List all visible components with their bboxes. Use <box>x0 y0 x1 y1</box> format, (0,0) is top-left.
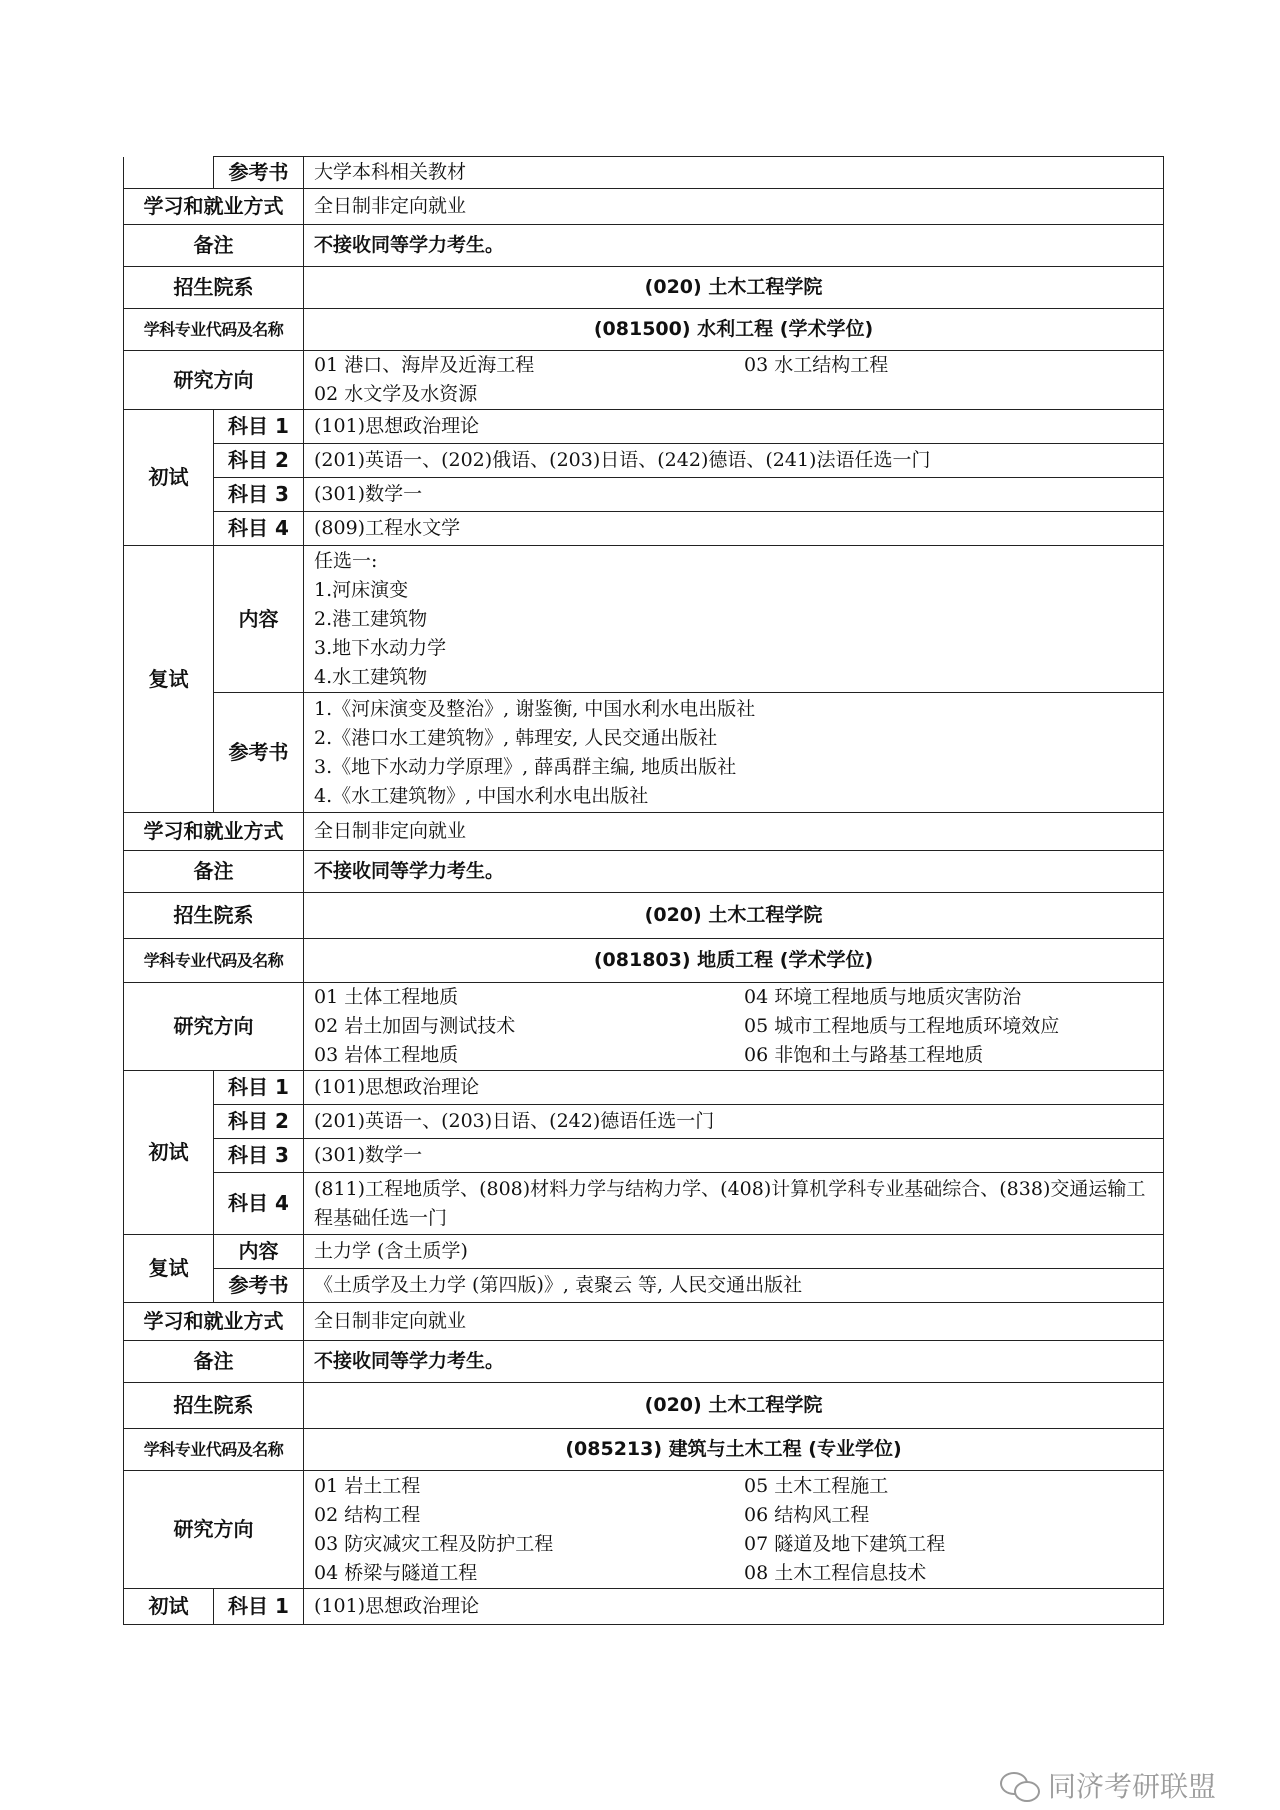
study-mode-value: 全日制非定向就业 <box>304 813 1164 851</box>
ref-book-label: 参考书 <box>214 1269 304 1303</box>
subject3-label: 科目 3 <box>214 478 304 512</box>
direction-item <box>744 380 1153 409</box>
table-row <box>124 693 1164 813</box>
table-row <box>124 1071 1164 1105</box>
direction-item: 01 岩土工程 <box>314 1474 421 1497</box>
watermark-text: 同济考研联盟 <box>1048 1770 1217 1803</box>
study-mode-value: 全日制非定向就业 <box>304 189 1164 225</box>
subject3-value: (301)数学一 <box>304 478 1164 512</box>
table-row <box>124 189 1164 225</box>
direction-item: 04 环境工程地质与地质灾害防治 <box>744 986 1022 1008</box>
direction-item: 01 港口、海岸及近海工程 <box>314 354 535 376</box>
ref-book-label: 参考书 <box>214 693 304 813</box>
table-row <box>124 1139 1164 1173</box>
book-line: 3.《地下水动力学原理》, 薛禹群主编, 地质出版社 <box>314 755 737 778</box>
table-row <box>124 939 1164 983</box>
table-row <box>124 1105 1164 1139</box>
table-row <box>124 813 1164 851</box>
retest-content: 土力学 (含土质学) <box>304 1235 1164 1269</box>
direction-list <box>304 351 1164 410</box>
remark-value: 不接收同等学力考生。 <box>304 851 1164 893</box>
department-value: (020) 土木工程学院 <box>304 267 1164 309</box>
subject2-value: (201)英语一、(203)日语、(242)德语任选一门 <box>304 1105 1164 1139</box>
direction-item: 08 土木工程信息技术 <box>744 1561 927 1584</box>
retest-label: 复试 <box>124 546 214 813</box>
direction-item: 04 桥梁与隧道工程 <box>314 1561 478 1584</box>
subject1-label: 科目 1 <box>214 1589 304 1625</box>
department-label: 招生院系 <box>124 267 304 309</box>
table-row <box>124 1589 1164 1625</box>
subject4-value: (811)工程地质学、(808)材料力学与结构力学、(408)计算机学科专业基础综合、(838)交通运输工程基础任选一门 <box>304 1173 1164 1235</box>
table-row <box>124 478 1164 512</box>
major-value: (081803) 地质工程 (学术学位) <box>304 939 1164 983</box>
content-line: 4.水工建筑物 <box>314 665 428 688</box>
direction-item: 02 结构工程 <box>314 1503 421 1526</box>
table-row <box>124 983 1164 1071</box>
content-label: 内容 <box>214 1235 304 1269</box>
direction-list <box>304 1471 1164 1589</box>
major-value: (085213) 建筑与土木工程 (专业学位) <box>304 1429 1164 1471</box>
subject1-value: (101)思想政治理论 <box>304 410 1164 444</box>
subject4-label: 科目 4 <box>214 1173 304 1235</box>
direction-item: 06 结构风工程 <box>744 1503 870 1526</box>
major-code-label: 学科专业代码及名称 <box>124 1429 304 1471</box>
major-value: (081500) 水利工程 (学术学位) <box>304 309 1164 351</box>
content-line: 3.地下水动力学 <box>314 636 447 659</box>
remark-value: 不接收同等学力考生。 <box>304 225 1164 267</box>
subject3-label: 科目 3 <box>214 1139 304 1173</box>
remark-label: 备注 <box>124 1341 304 1383</box>
wechat-icon <box>1000 1770 1040 1800</box>
direction-item: 01 土体工程地质 <box>314 986 459 1008</box>
table-row <box>124 1235 1164 1269</box>
retest-book: 《土质学及土力学 (第四版)》, 袁聚云 等, 人民交通出版社 <box>304 1269 1164 1303</box>
table-row <box>124 1471 1164 1589</box>
direction-label: 研究方向 <box>124 983 304 1071</box>
content-line: 2.港工建筑物 <box>314 607 428 630</box>
subject1-value: (101)思想政治理论 <box>304 1071 1164 1105</box>
content-label: 内容 <box>214 546 304 693</box>
direction-label: 研究方向 <box>124 1471 304 1589</box>
direction-item: 02 岩土加固与测试技术 <box>314 1015 516 1037</box>
direction-item: 02 水文学及水资源 <box>314 383 478 405</box>
department-label: 招生院系 <box>124 1383 304 1429</box>
table-row <box>124 410 1164 444</box>
table-row <box>124 893 1164 939</box>
table-row <box>124 851 1164 893</box>
table-row <box>124 157 1164 189</box>
retest-books <box>304 693 1164 813</box>
table-row <box>124 512 1164 546</box>
subject2-value: (201)英语一、(202)俄语、(203)日语、(242)德语、(241)法语任选一门 <box>304 444 1164 478</box>
table-row <box>124 1303 1164 1341</box>
direction-item: 03 岩体工程地质 <box>314 1044 459 1066</box>
table-row <box>124 1269 1164 1303</box>
subject1-label: 科目 1 <box>214 410 304 444</box>
major-code-label: 学科专业代码及名称 <box>124 309 304 351</box>
prelim-label: 初试 <box>124 1071 214 1235</box>
subject2-label: 科目 2 <box>214 444 304 478</box>
study-mode-label: 学习和就业方式 <box>124 813 304 851</box>
book-line: 1.《河床演变及整治》, 谢鉴衡, 中国水利水电出版社 <box>314 697 756 720</box>
ref-book-value: 大学本科相关教材 <box>304 157 1164 189</box>
direction-list <box>304 983 1164 1071</box>
direction-item: 06 非饱和土与路基工程地质 <box>744 1044 984 1066</box>
table-row <box>124 546 1164 693</box>
table-row <box>124 1383 1164 1429</box>
department-value: (020) 土木工程学院 <box>304 893 1164 939</box>
remark-label: 备注 <box>124 851 304 893</box>
table-row <box>124 1429 1164 1471</box>
retest-label: 复试 <box>124 1235 214 1303</box>
content-line: 1.河床演变 <box>314 578 409 601</box>
major-code-label: 学科专业代码及名称 <box>124 939 304 983</box>
subject1-label: 科目 1 <box>214 1071 304 1105</box>
remark-value: 不接收同等学力考生。 <box>304 1341 1164 1383</box>
remark-label: 备注 <box>124 225 304 267</box>
study-mode-label: 学习和就业方式 <box>124 189 304 225</box>
subject4-label: 科目 4 <box>214 512 304 546</box>
direction-item: 05 城市工程地质与工程地质环境效应 <box>744 1015 1060 1037</box>
study-mode-label: 学习和就业方式 <box>124 1303 304 1341</box>
prelim-label: 初试 <box>124 1589 214 1625</box>
subject1-value: (101)思想政治理论 <box>304 1589 1164 1625</box>
table-row <box>124 225 1164 267</box>
department-value: (020) 土木工程学院 <box>304 1383 1164 1429</box>
direction-item: 03 防灾减灾工程及防护工程 <box>314 1532 554 1555</box>
retest-content <box>304 546 1164 693</box>
table-row <box>124 351 1164 410</box>
direction-item: 05 土木工程施工 <box>744 1474 889 1497</box>
table-row <box>124 309 1164 351</box>
direction-item: 07 隧道及地下建筑工程 <box>744 1532 946 1555</box>
enrollment-table <box>123 156 1164 1625</box>
direction-label: 研究方向 <box>124 351 304 410</box>
table-row <box>124 1173 1164 1235</box>
content-line: 任选一: <box>314 549 378 572</box>
book-line: 2.《港口水工建筑物》, 韩理安, 人民交通出版社 <box>314 726 718 749</box>
table-row <box>124 444 1164 478</box>
department-label: 招生院系 <box>124 893 304 939</box>
watermark <box>1000 1765 1216 1805</box>
table-row <box>124 267 1164 309</box>
subject2-label: 科目 2 <box>214 1105 304 1139</box>
subject3-value: (301)数学一 <box>304 1139 1164 1173</box>
prelim-label: 初试 <box>124 410 214 546</box>
ref-book-label: 参考书 <box>214 157 304 189</box>
direction-item: 03 水工结构工程 <box>744 354 889 376</box>
study-mode-value: 全日制非定向就业 <box>304 1303 1164 1341</box>
book-line: 4.《水工建筑物》, 中国水利水电出版社 <box>314 784 649 807</box>
subject4-value: (809)工程水文学 <box>304 512 1164 546</box>
table-row <box>124 1341 1164 1383</box>
